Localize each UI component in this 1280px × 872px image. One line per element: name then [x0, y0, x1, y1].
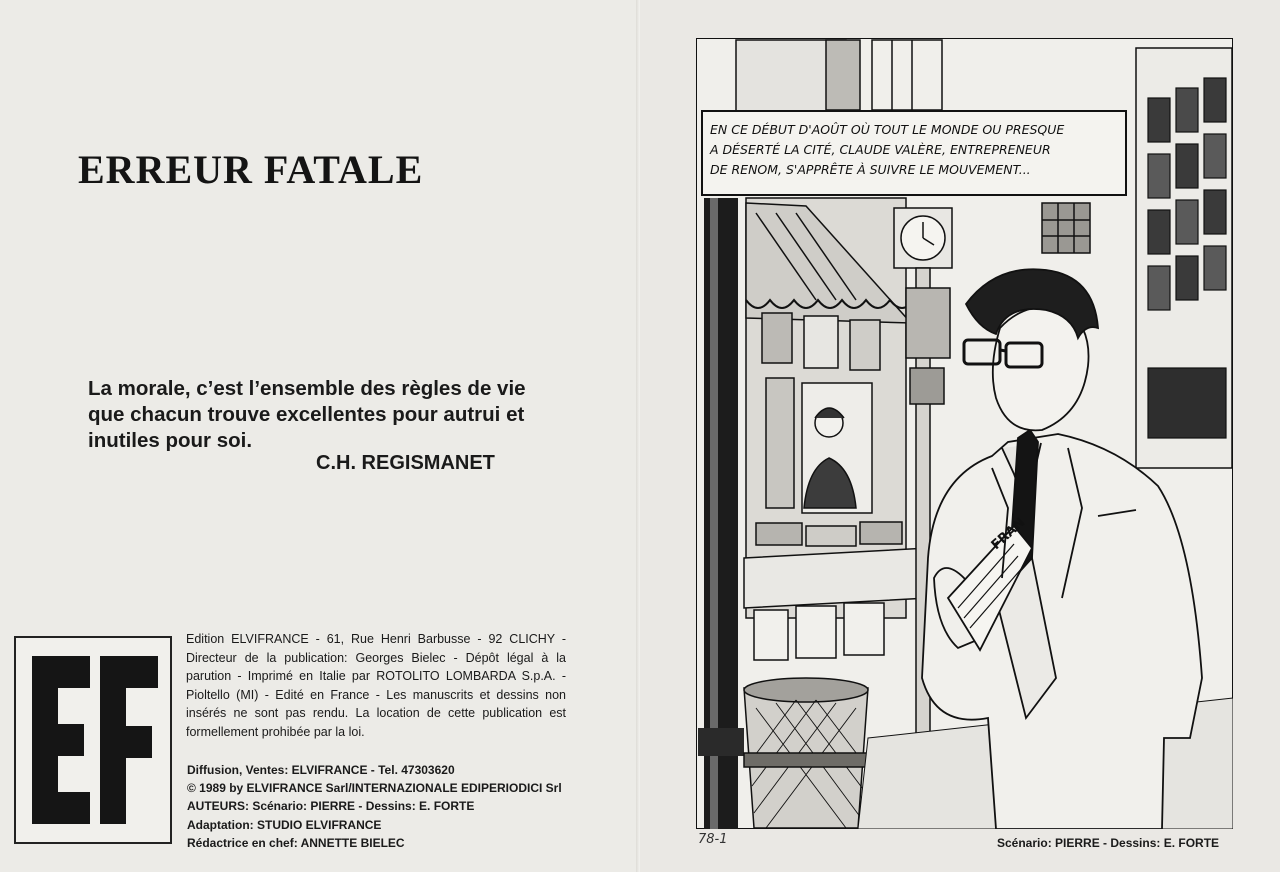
caption-line: DE RENOM, S'APPRÊTE À SUIVRE LE MOUVEMENT... [710, 162, 1031, 177]
credit-line: Diffusion, Ventes: ELVIFRANCE - Tel. 47303620 [187, 763, 455, 777]
trash-basket [744, 678, 868, 828]
quote-line: inutiles pour soi. [88, 429, 253, 452]
publisher-colophon: Edition ELVIFRANCE - 61, Rue Henri Barbusse - 92 CLICHY - Directeur de la publication: Georges Bielec - Dépôt légal à la parution - Imprimé en Italie par ROTOLITO LOMBARDA S.p.A. - Pioltello (MI) - Edité en France - Les manuscrits et dessins non insérés ne sont pas rendu. La location de cette publication est formellement prohibée par la loi. [186, 632, 566, 739]
credit-line: © 1989 by ELVIFRANCE Sarl/INTERNAZIONALE EDIPERIODICI Srl [187, 781, 562, 796]
narration-caption [702, 111, 1126, 195]
caption-line: A DÉSERTÉ LA CITÉ, CLAUDE VALÈRE, ENTREPRENEUR [710, 142, 1051, 157]
street-pole [698, 198, 744, 829]
credit-line: Rédactrice en chef: ANNETTE BIELEC [187, 835, 405, 850]
logo-letter-e [30, 654, 92, 826]
page-signature: Scénario: PIERRE - Dessins: E. FORTE [997, 836, 1220, 850]
credits-block [187, 761, 587, 852]
publisher-logo [14, 636, 172, 844]
caption-line: EN CE DÉBUT D'AOÛT OÙ TOUT LE MONDE OU PRESQUE [710, 122, 1065, 137]
epigraph-quote [88, 376, 588, 454]
credit-line: Adaptation: STUDIO ELVIFRANCE [187, 817, 382, 832]
credit-line: AUTEURS: Scénario: PIERRE - Dessins: E. FORTE [187, 799, 475, 814]
newspaper-headline: FRAN [988, 515, 1029, 553]
quote-line: que chacun trouve excellentes pour autrui et [88, 403, 525, 426]
quote-author: C.H. REGISMANET [316, 452, 495, 474]
logo-letter-f [98, 654, 160, 826]
story-title: ERREUR FATALE [78, 147, 424, 192]
page-code: 78-1 [698, 832, 728, 847]
quote-line: La morale, c’est l’ensemble des règles de vie [88, 377, 526, 400]
comic-panel [696, 38, 1233, 829]
